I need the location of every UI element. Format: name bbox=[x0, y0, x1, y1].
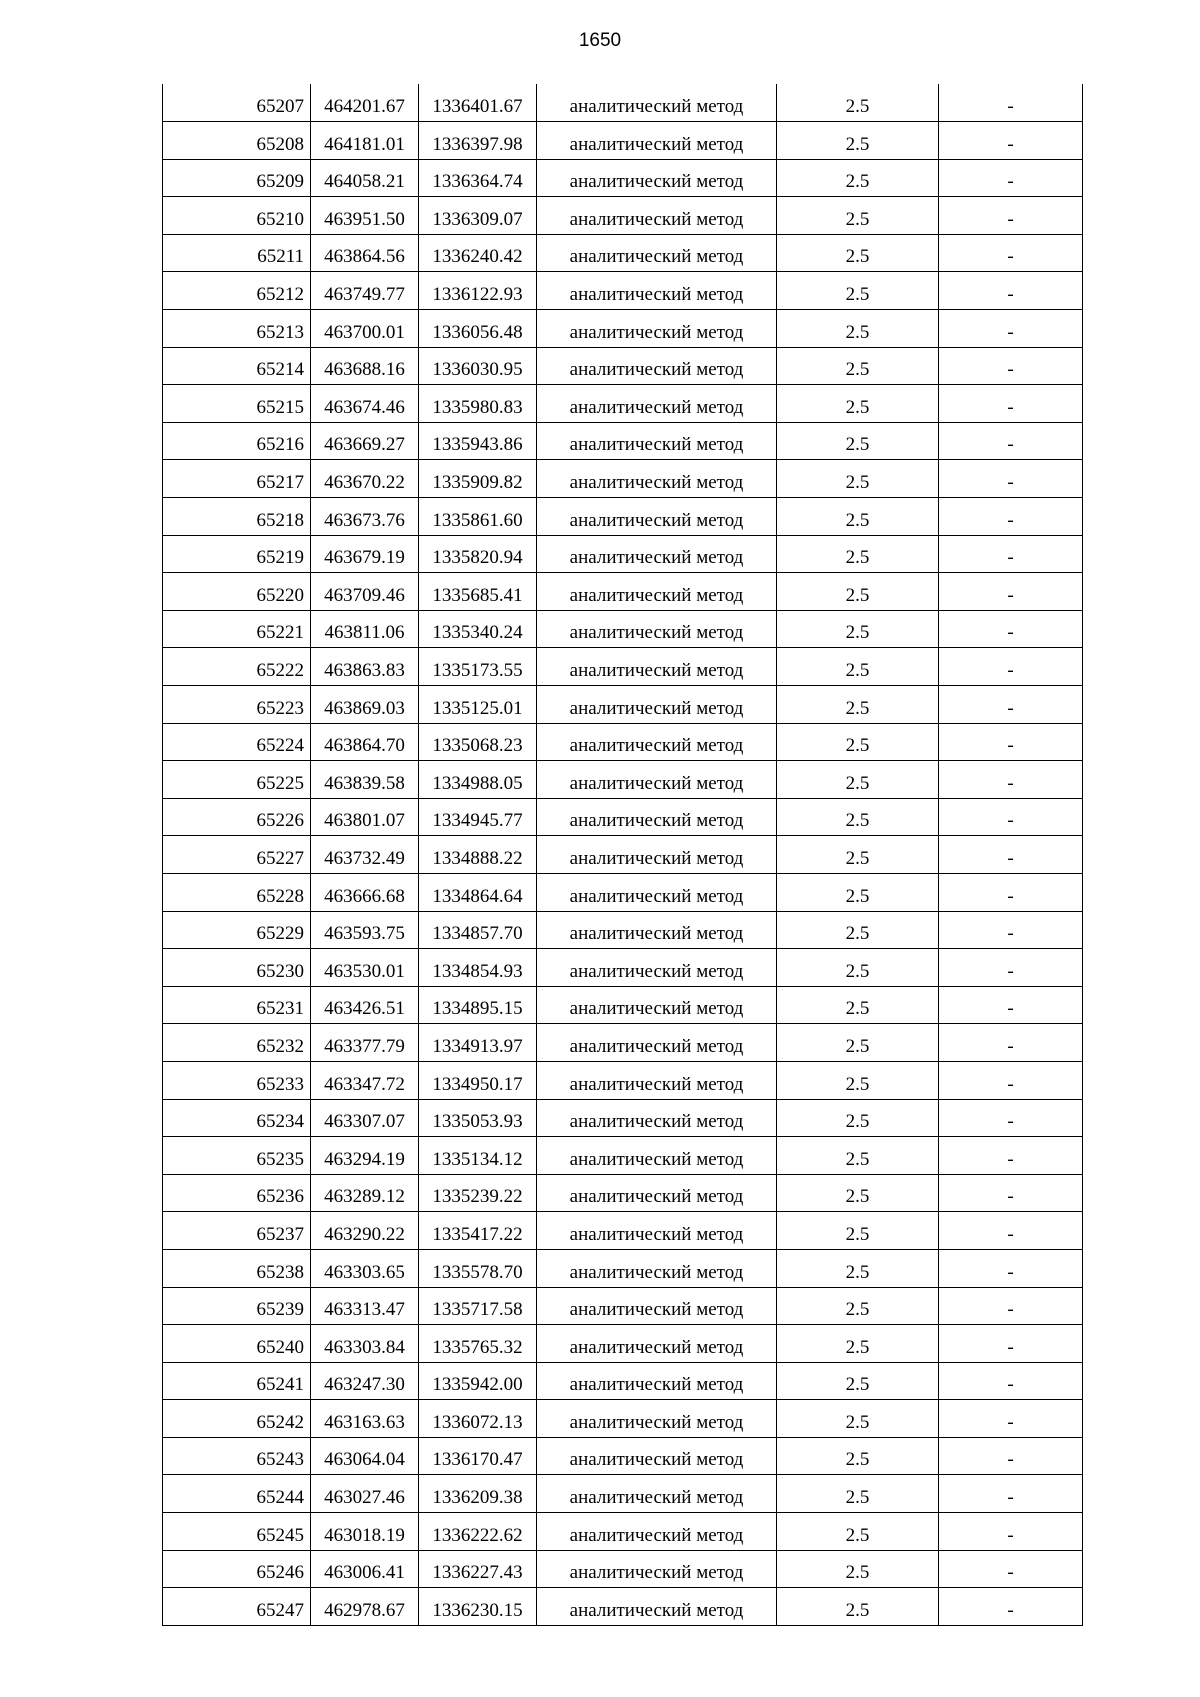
y-coordinate-cell: 1335239.22 bbox=[419, 1174, 537, 1212]
y-coordinate-cell: 1335417.22 bbox=[419, 1212, 537, 1250]
x-coordinate-cell: 463864.56 bbox=[311, 234, 419, 272]
x-coordinate-cell: 463670.22 bbox=[311, 460, 419, 498]
table-row bbox=[163, 1212, 1083, 1250]
accuracy-cell: 2.5 bbox=[777, 686, 939, 724]
x-coordinate-cell: 463006.41 bbox=[311, 1550, 419, 1588]
x-coordinate-cell: 463377.79 bbox=[311, 1024, 419, 1062]
method-cell: аналитический метод bbox=[537, 159, 777, 197]
accuracy-cell: 2.5 bbox=[777, 422, 939, 460]
x-coordinate-cell: 463666.68 bbox=[311, 873, 419, 911]
y-coordinate-cell: 1335125.01 bbox=[419, 686, 537, 724]
accuracy-cell: 2.5 bbox=[777, 347, 939, 385]
table-row bbox=[163, 573, 1083, 611]
method-cell: аналитический метод bbox=[537, 1099, 777, 1137]
y-coordinate-cell: 1334857.70 bbox=[419, 911, 537, 949]
table-row bbox=[163, 535, 1083, 573]
note-cell: - bbox=[939, 648, 1083, 686]
y-coordinate-cell: 1334945.77 bbox=[419, 798, 537, 836]
point-id-cell: 65214 bbox=[163, 347, 311, 385]
note-cell: - bbox=[939, 1475, 1083, 1513]
method-cell: аналитический метод bbox=[537, 1024, 777, 1062]
accuracy-cell: 2.5 bbox=[777, 84, 939, 122]
y-coordinate-cell: 1336397.98 bbox=[419, 122, 537, 160]
note-cell: - bbox=[939, 422, 1083, 460]
method-cell: аналитический метод bbox=[537, 1400, 777, 1438]
method-cell: аналитический метод bbox=[537, 573, 777, 611]
accuracy-cell: 2.5 bbox=[777, 573, 939, 611]
method-cell: аналитический метод bbox=[537, 798, 777, 836]
note-cell: - bbox=[939, 498, 1083, 536]
accuracy-cell: 2.5 bbox=[777, 272, 939, 310]
table-row bbox=[163, 911, 1083, 949]
accuracy-cell: 2.5 bbox=[777, 1325, 939, 1363]
note-cell: - bbox=[939, 1024, 1083, 1062]
note-cell: - bbox=[939, 272, 1083, 310]
y-coordinate-cell: 1335765.32 bbox=[419, 1325, 537, 1363]
y-coordinate-cell: 1335942.00 bbox=[419, 1362, 537, 1400]
x-coordinate-cell: 463303.84 bbox=[311, 1325, 419, 1363]
point-id-cell: 65222 bbox=[163, 648, 311, 686]
x-coordinate-cell: 463673.76 bbox=[311, 498, 419, 536]
x-coordinate-cell: 463749.77 bbox=[311, 272, 419, 310]
method-cell: аналитический метод bbox=[537, 911, 777, 949]
y-coordinate-cell: 1336401.67 bbox=[419, 84, 537, 122]
x-coordinate-cell: 463593.75 bbox=[311, 911, 419, 949]
accuracy-cell: 2.5 bbox=[777, 1475, 939, 1513]
x-coordinate-cell: 463163.63 bbox=[311, 1400, 419, 1438]
table-row bbox=[163, 1362, 1083, 1400]
note-cell: - bbox=[939, 573, 1083, 611]
point-id-cell: 65216 bbox=[163, 422, 311, 460]
point-id-cell: 65220 bbox=[163, 573, 311, 611]
point-id-cell: 65246 bbox=[163, 1550, 311, 1588]
point-id-cell: 65229 bbox=[163, 911, 311, 949]
y-coordinate-cell: 1336227.43 bbox=[419, 1550, 537, 1588]
x-coordinate-cell: 463018.19 bbox=[311, 1513, 419, 1551]
method-cell: аналитический метод bbox=[537, 1325, 777, 1363]
y-coordinate-cell: 1334950.17 bbox=[419, 1061, 537, 1099]
accuracy-cell: 2.5 bbox=[777, 1061, 939, 1099]
table-row bbox=[163, 761, 1083, 799]
table-row bbox=[163, 310, 1083, 348]
table-row bbox=[163, 347, 1083, 385]
table-row bbox=[163, 122, 1083, 160]
table-row bbox=[163, 1249, 1083, 1287]
y-coordinate-cell: 1335685.41 bbox=[419, 573, 537, 611]
y-coordinate-cell: 1336209.38 bbox=[419, 1475, 537, 1513]
x-coordinate-cell: 463290.22 bbox=[311, 1212, 419, 1250]
table-row bbox=[163, 686, 1083, 724]
y-coordinate-cell: 1336222.62 bbox=[419, 1513, 537, 1551]
x-coordinate-cell: 463307.07 bbox=[311, 1099, 419, 1137]
method-cell: аналитический метод bbox=[537, 1174, 777, 1212]
y-coordinate-cell: 1335340.24 bbox=[419, 610, 537, 648]
table-row bbox=[163, 1099, 1083, 1137]
note-cell: - bbox=[939, 1287, 1083, 1325]
point-id-cell: 65217 bbox=[163, 460, 311, 498]
x-coordinate-cell: 463674.46 bbox=[311, 385, 419, 423]
note-cell: - bbox=[939, 949, 1083, 987]
accuracy-cell: 2.5 bbox=[777, 1513, 939, 1551]
note-cell: - bbox=[939, 310, 1083, 348]
point-id-cell: 65228 bbox=[163, 873, 311, 911]
table-row bbox=[163, 986, 1083, 1024]
method-cell: аналитический метод bbox=[537, 610, 777, 648]
note-cell: - bbox=[939, 1588, 1083, 1626]
y-coordinate-cell: 1334913.97 bbox=[419, 1024, 537, 1062]
method-cell: аналитический метод bbox=[537, 122, 777, 160]
x-coordinate-cell: 464181.01 bbox=[311, 122, 419, 160]
y-coordinate-cell: 1336122.93 bbox=[419, 272, 537, 310]
note-cell: - bbox=[939, 986, 1083, 1024]
x-coordinate-cell: 463294.19 bbox=[311, 1137, 419, 1175]
y-coordinate-cell: 1334988.05 bbox=[419, 761, 537, 799]
accuracy-cell: 2.5 bbox=[777, 1437, 939, 1475]
x-coordinate-cell: 463064.04 bbox=[311, 1437, 419, 1475]
method-cell: аналитический метод bbox=[537, 422, 777, 460]
method-cell: аналитический метод bbox=[537, 347, 777, 385]
table-row bbox=[163, 1061, 1083, 1099]
point-id-cell: 65223 bbox=[163, 686, 311, 724]
table-row bbox=[163, 873, 1083, 911]
note-cell: - bbox=[939, 1325, 1083, 1363]
point-id-cell: 65242 bbox=[163, 1400, 311, 1438]
note-cell: - bbox=[939, 159, 1083, 197]
method-cell: аналитический метод bbox=[537, 1475, 777, 1513]
accuracy-cell: 2.5 bbox=[777, 836, 939, 874]
table-row bbox=[163, 1287, 1083, 1325]
accuracy-cell: 2.5 bbox=[777, 986, 939, 1024]
table-row bbox=[163, 1437, 1083, 1475]
accuracy-cell: 2.5 bbox=[777, 535, 939, 573]
accuracy-cell: 2.5 bbox=[777, 234, 939, 272]
method-cell: аналитический метод bbox=[537, 1287, 777, 1325]
accuracy-cell: 2.5 bbox=[777, 1550, 939, 1588]
method-cell: аналитический метод bbox=[537, 234, 777, 272]
point-id-cell: 65221 bbox=[163, 610, 311, 648]
x-coordinate-cell: 463811.06 bbox=[311, 610, 419, 648]
method-cell: аналитический метод bbox=[537, 1362, 777, 1400]
table-row bbox=[163, 1137, 1083, 1175]
accuracy-cell: 2.5 bbox=[777, 648, 939, 686]
x-coordinate-cell: 463732.49 bbox=[311, 836, 419, 874]
accuracy-cell: 2.5 bbox=[777, 498, 939, 536]
table-row bbox=[163, 1550, 1083, 1588]
x-coordinate-cell: 464058.21 bbox=[311, 159, 419, 197]
x-coordinate-cell: 463688.16 bbox=[311, 347, 419, 385]
y-coordinate-cell: 1336309.07 bbox=[419, 197, 537, 235]
x-coordinate-cell: 463864.70 bbox=[311, 723, 419, 761]
accuracy-cell: 2.5 bbox=[777, 1099, 939, 1137]
method-cell: аналитический метод bbox=[537, 761, 777, 799]
method-cell: аналитический метод bbox=[537, 873, 777, 911]
accuracy-cell: 2.5 bbox=[777, 1249, 939, 1287]
point-id-cell: 65210 bbox=[163, 197, 311, 235]
table-row bbox=[163, 159, 1083, 197]
table-row bbox=[163, 648, 1083, 686]
method-cell: аналитический метод bbox=[537, 498, 777, 536]
y-coordinate-cell: 1335943.86 bbox=[419, 422, 537, 460]
note-cell: - bbox=[939, 610, 1083, 648]
point-id-cell: 65236 bbox=[163, 1174, 311, 1212]
accuracy-cell: 2.5 bbox=[777, 385, 939, 423]
x-coordinate-cell: 463426.51 bbox=[311, 986, 419, 1024]
table-row bbox=[163, 385, 1083, 423]
method-cell: аналитический метод bbox=[537, 648, 777, 686]
point-id-cell: 65209 bbox=[163, 159, 311, 197]
x-coordinate-cell: 463863.83 bbox=[311, 648, 419, 686]
point-id-cell: 65211 bbox=[163, 234, 311, 272]
y-coordinate-cell: 1334895.15 bbox=[419, 986, 537, 1024]
point-id-cell: 65241 bbox=[163, 1362, 311, 1400]
accuracy-cell: 2.5 bbox=[777, 159, 939, 197]
note-cell: - bbox=[939, 234, 1083, 272]
y-coordinate-cell: 1335173.55 bbox=[419, 648, 537, 686]
point-id-cell: 65243 bbox=[163, 1437, 311, 1475]
note-cell: - bbox=[939, 723, 1083, 761]
point-id-cell: 65244 bbox=[163, 1475, 311, 1513]
point-id-cell: 65213 bbox=[163, 310, 311, 348]
point-id-cell: 65212 bbox=[163, 272, 311, 310]
note-cell: - bbox=[939, 1061, 1083, 1099]
table-row bbox=[163, 272, 1083, 310]
point-id-cell: 65226 bbox=[163, 798, 311, 836]
y-coordinate-cell: 1335909.82 bbox=[419, 460, 537, 498]
x-coordinate-cell: 463839.58 bbox=[311, 761, 419, 799]
table-row bbox=[163, 460, 1083, 498]
x-coordinate-cell: 463669.27 bbox=[311, 422, 419, 460]
method-cell: аналитический метод bbox=[537, 1513, 777, 1551]
note-cell: - bbox=[939, 84, 1083, 122]
method-cell: аналитический метод bbox=[537, 197, 777, 235]
point-id-cell: 65219 bbox=[163, 535, 311, 573]
y-coordinate-cell: 1336240.42 bbox=[419, 234, 537, 272]
table-row bbox=[163, 84, 1083, 122]
point-id-cell: 65231 bbox=[163, 986, 311, 1024]
method-cell: аналитический метод bbox=[537, 310, 777, 348]
table-row bbox=[163, 1513, 1083, 1551]
method-cell: аналитический метод bbox=[537, 385, 777, 423]
x-coordinate-cell: 463530.01 bbox=[311, 949, 419, 987]
coordinates-table-body bbox=[163, 84, 1083, 1625]
y-coordinate-cell: 1336030.95 bbox=[419, 347, 537, 385]
point-id-cell: 65215 bbox=[163, 385, 311, 423]
point-id-cell: 65245 bbox=[163, 1513, 311, 1551]
accuracy-cell: 2.5 bbox=[777, 1362, 939, 1400]
table-row bbox=[163, 1475, 1083, 1513]
point-id-cell: 65235 bbox=[163, 1137, 311, 1175]
note-cell: - bbox=[939, 1212, 1083, 1250]
table-row bbox=[163, 1325, 1083, 1363]
y-coordinate-cell: 1335820.94 bbox=[419, 535, 537, 573]
note-cell: - bbox=[939, 197, 1083, 235]
table-row bbox=[163, 1174, 1083, 1212]
table-row bbox=[163, 610, 1083, 648]
point-id-cell: 65234 bbox=[163, 1099, 311, 1137]
note-cell: - bbox=[939, 460, 1083, 498]
method-cell: аналитический метод bbox=[537, 1249, 777, 1287]
x-coordinate-cell: 463700.01 bbox=[311, 310, 419, 348]
accuracy-cell: 2.5 bbox=[777, 1400, 939, 1438]
accuracy-cell: 2.5 bbox=[777, 1137, 939, 1175]
x-coordinate-cell: 463801.07 bbox=[311, 798, 419, 836]
table-row bbox=[163, 1588, 1083, 1626]
method-cell: аналитический метод bbox=[537, 686, 777, 724]
method-cell: аналитический метод bbox=[537, 836, 777, 874]
y-coordinate-cell: 1335068.23 bbox=[419, 723, 537, 761]
method-cell: аналитический метод bbox=[537, 84, 777, 122]
method-cell: аналитический метод bbox=[537, 1588, 777, 1626]
x-coordinate-cell: 462978.67 bbox=[311, 1588, 419, 1626]
point-id-cell: 65218 bbox=[163, 498, 311, 536]
point-id-cell: 65232 bbox=[163, 1024, 311, 1062]
method-cell: аналитический метод bbox=[537, 535, 777, 573]
note-cell: - bbox=[939, 1400, 1083, 1438]
x-coordinate-cell: 463027.46 bbox=[311, 1475, 419, 1513]
note-cell: - bbox=[939, 836, 1083, 874]
note-cell: - bbox=[939, 535, 1083, 573]
point-id-cell: 65225 bbox=[163, 761, 311, 799]
table-row bbox=[163, 422, 1083, 460]
page-number: 1650 bbox=[578, 30, 622, 51]
note-cell: - bbox=[939, 1174, 1083, 1212]
point-id-cell: 65237 bbox=[163, 1212, 311, 1250]
method-cell: аналитический метод bbox=[537, 949, 777, 987]
accuracy-cell: 2.5 bbox=[777, 1212, 939, 1250]
point-id-cell: 65230 bbox=[163, 949, 311, 987]
note-cell: - bbox=[939, 1362, 1083, 1400]
accuracy-cell: 2.5 bbox=[777, 798, 939, 836]
note-cell: - bbox=[939, 686, 1083, 724]
method-cell: аналитический метод bbox=[537, 1061, 777, 1099]
note-cell: - bbox=[939, 1437, 1083, 1475]
method-cell: аналитический метод bbox=[537, 723, 777, 761]
note-cell: - bbox=[939, 1099, 1083, 1137]
table-row bbox=[163, 723, 1083, 761]
accuracy-cell: 2.5 bbox=[777, 949, 939, 987]
point-id-cell: 65207 bbox=[163, 84, 311, 122]
x-coordinate-cell: 463303.65 bbox=[311, 1249, 419, 1287]
accuracy-cell: 2.5 bbox=[777, 723, 939, 761]
note-cell: - bbox=[939, 761, 1083, 799]
method-cell: аналитический метод bbox=[537, 460, 777, 498]
table-row bbox=[163, 234, 1083, 272]
y-coordinate-cell: 1335134.12 bbox=[419, 1137, 537, 1175]
accuracy-cell: 2.5 bbox=[777, 873, 939, 911]
method-cell: аналитический метод bbox=[537, 1137, 777, 1175]
table-row bbox=[163, 1024, 1083, 1062]
note-cell: - bbox=[939, 873, 1083, 911]
y-coordinate-cell: 1336072.13 bbox=[419, 1400, 537, 1438]
accuracy-cell: 2.5 bbox=[777, 1588, 939, 1626]
note-cell: - bbox=[939, 347, 1083, 385]
accuracy-cell: 2.5 bbox=[777, 911, 939, 949]
table-row bbox=[163, 1400, 1083, 1438]
table-row bbox=[163, 798, 1083, 836]
y-coordinate-cell: 1334854.93 bbox=[419, 949, 537, 987]
x-coordinate-cell: 463709.46 bbox=[311, 573, 419, 611]
y-coordinate-cell: 1335053.93 bbox=[419, 1099, 537, 1137]
note-cell: - bbox=[939, 122, 1083, 160]
y-coordinate-cell: 1335980.83 bbox=[419, 385, 537, 423]
x-coordinate-cell: 463247.30 bbox=[311, 1362, 419, 1400]
x-coordinate-cell: 463951.50 bbox=[311, 197, 419, 235]
note-cell: - bbox=[939, 1137, 1083, 1175]
point-id-cell: 65208 bbox=[163, 122, 311, 160]
accuracy-cell: 2.5 bbox=[777, 1174, 939, 1212]
accuracy-cell: 2.5 bbox=[777, 310, 939, 348]
accuracy-cell: 2.5 bbox=[777, 197, 939, 235]
point-id-cell: 65227 bbox=[163, 836, 311, 874]
accuracy-cell: 2.5 bbox=[777, 1024, 939, 1062]
note-cell: - bbox=[939, 911, 1083, 949]
table-row bbox=[163, 949, 1083, 987]
coordinates-table bbox=[162, 84, 1083, 1626]
x-coordinate-cell: 463679.19 bbox=[311, 535, 419, 573]
y-coordinate-cell: 1336230.15 bbox=[419, 1588, 537, 1626]
point-id-cell: 65224 bbox=[163, 723, 311, 761]
x-coordinate-cell: 463289.12 bbox=[311, 1174, 419, 1212]
note-cell: - bbox=[939, 1513, 1083, 1551]
table-row bbox=[163, 836, 1083, 874]
y-coordinate-cell: 1335578.70 bbox=[419, 1249, 537, 1287]
x-coordinate-cell: 463347.72 bbox=[311, 1061, 419, 1099]
method-cell: аналитический метод bbox=[537, 1437, 777, 1475]
note-cell: - bbox=[939, 1550, 1083, 1588]
note-cell: - bbox=[939, 385, 1083, 423]
point-id-cell: 65238 bbox=[163, 1249, 311, 1287]
method-cell: аналитический метод bbox=[537, 1212, 777, 1250]
y-coordinate-cell: 1336364.74 bbox=[419, 159, 537, 197]
method-cell: аналитический метод bbox=[537, 986, 777, 1024]
point-id-cell: 65239 bbox=[163, 1287, 311, 1325]
method-cell: аналитический метод bbox=[537, 272, 777, 310]
y-coordinate-cell: 1335717.58 bbox=[419, 1287, 537, 1325]
x-coordinate-cell: 463313.47 bbox=[311, 1287, 419, 1325]
y-coordinate-cell: 1334888.22 bbox=[419, 836, 537, 874]
point-id-cell: 65240 bbox=[163, 1325, 311, 1363]
accuracy-cell: 2.5 bbox=[777, 1287, 939, 1325]
method-cell: аналитический метод bbox=[537, 1550, 777, 1588]
y-coordinate-cell: 1336170.47 bbox=[419, 1437, 537, 1475]
accuracy-cell: 2.5 bbox=[777, 610, 939, 648]
accuracy-cell: 2.5 bbox=[777, 761, 939, 799]
accuracy-cell: 2.5 bbox=[777, 122, 939, 160]
point-id-cell: 65247 bbox=[163, 1588, 311, 1626]
table-row bbox=[163, 197, 1083, 235]
accuracy-cell: 2.5 bbox=[777, 460, 939, 498]
x-coordinate-cell: 463869.03 bbox=[311, 686, 419, 724]
note-cell: - bbox=[939, 798, 1083, 836]
y-coordinate-cell: 1335861.60 bbox=[419, 498, 537, 536]
y-coordinate-cell: 1334864.64 bbox=[419, 873, 537, 911]
y-coordinate-cell: 1336056.48 bbox=[419, 310, 537, 348]
x-coordinate-cell: 464201.67 bbox=[311, 84, 419, 122]
table-row bbox=[163, 498, 1083, 536]
note-cell: - bbox=[939, 1249, 1083, 1287]
point-id-cell: 65233 bbox=[163, 1061, 311, 1099]
